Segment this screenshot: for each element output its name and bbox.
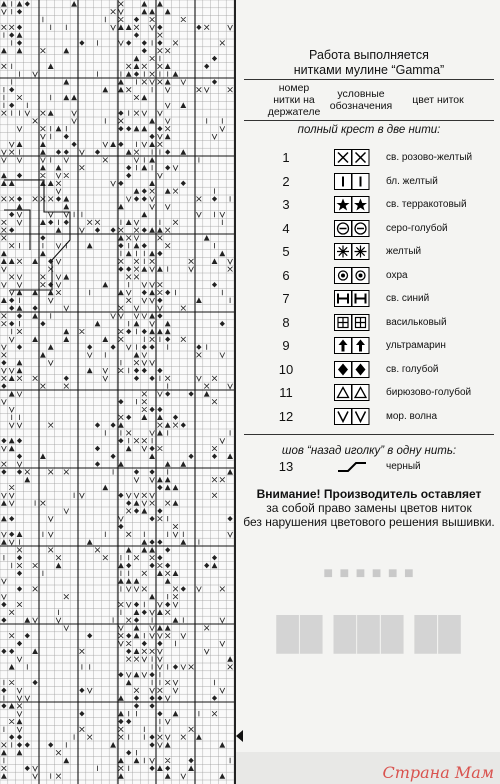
legend-row-2: [238, 172, 500, 192]
thread-number: 7: [282, 291, 290, 306]
legend-row-7: [238, 289, 500, 309]
thread-number: 12: [278, 408, 294, 424]
notice-line1: Внимание! Производитель оставляет: [256, 487, 482, 501]
legend-row-6: [238, 266, 500, 286]
snowflake-icon: [334, 243, 370, 260]
notice-line2: за собой право замены цветов ниток: [266, 501, 472, 515]
notice-line3: без нарушения цветового решения вышивки.: [243, 515, 495, 529]
up-arrow-icon: [334, 337, 370, 354]
legend-row-4: [238, 219, 500, 239]
h-bar-icon: [334, 290, 370, 307]
thread-number: 2: [282, 173, 290, 189]
dot-in-square-icon: [334, 267, 370, 284]
diamond-icon: [334, 361, 370, 378]
circled-minus-icon: [334, 220, 370, 237]
v-check-icon: [334, 408, 370, 425]
thread-color-name: св. розово-желтый: [386, 152, 473, 163]
thread-color-name: бирюзово-голубой: [386, 387, 472, 398]
legend-row-3: [238, 195, 500, 215]
column-header-symbol-line1: условные: [337, 88, 385, 100]
thread-number: 1: [282, 150, 290, 165]
column-header-number-line1: номер: [278, 82, 310, 94]
divider-line: [244, 434, 494, 435]
column-header-number-line2: нитки на: [273, 94, 315, 106]
thread-number: 8: [282, 314, 290, 330]
watermark: Страна Мам: [382, 763, 494, 782]
legend-row-1: [238, 148, 500, 168]
thread-number: 6: [282, 267, 290, 283]
thread-color-name: св. синий: [386, 293, 430, 304]
thread-color-name: черный: [386, 461, 421, 472]
thread-color-name: серо-голубой: [386, 222, 448, 234]
legend-row-11: [238, 383, 500, 403]
column-header-symbol-line2: обозначения: [329, 100, 393, 112]
cross-in-square-icon: [334, 149, 370, 166]
bleed-through-text: ██ ███ ██: [276, 615, 462, 651]
star-icon: [334, 196, 370, 213]
column-header-symbol: [326, 88, 396, 112]
backstitch-line-icon: [334, 458, 370, 475]
legend-row-5: [238, 242, 500, 262]
legend-row-8: [238, 313, 500, 333]
thread-number: 11: [279, 385, 293, 400]
full-cross-label: полный крест в две нити:: [297, 124, 441, 136]
divider-line: [244, 120, 494, 121]
stitch-grid: [0, 0, 234, 784]
legend-title-line1: Работа выполняется: [309, 48, 429, 62]
backstitch-label: шов “назад иголку” в одну нить:: [281, 445, 457, 457]
bleed-through-text: ■ ■ ■ ■ ■ ■: [323, 565, 415, 582]
column-header-number-line3: держателе: [267, 106, 321, 118]
thread-color-name: желтый: [386, 246, 422, 257]
thread-legend: [238, 0, 500, 784]
thread-number: 10: [278, 361, 294, 377]
thread-color-name: мор. волна: [386, 410, 438, 422]
thread-number: 4: [282, 220, 290, 236]
thread-number: 3: [282, 197, 290, 212]
thread-color-name: св. голубой: [386, 363, 439, 375]
legend-row-12: [238, 407, 500, 427]
thread-color-name: васильковый: [386, 316, 447, 328]
grid-square-icon: [334, 314, 370, 331]
divider-line: [244, 79, 494, 80]
vertical-bar-icon: [334, 173, 370, 190]
triangle-icon: [334, 384, 370, 401]
column-header-color: цвет ниток: [412, 94, 464, 106]
thread-color-name: бл. желтый: [386, 175, 438, 187]
thread-number: 13: [278, 459, 294, 474]
legend-title-line2: нитками мулине “Gamma”: [293, 63, 445, 77]
thread-color-name: ультрамарин: [386, 340, 446, 351]
thread-number: 9: [282, 338, 290, 353]
page-divider: [234, 0, 236, 784]
thread-color-name: охра: [386, 269, 408, 281]
legend-row-backstitch: [238, 457, 500, 477]
cross-stitch-chart: [0, 0, 234, 784]
legend-row-9: [238, 336, 500, 356]
legend-row-10: [238, 360, 500, 380]
thread-color-name: св. терракотовый: [386, 199, 467, 210]
column-header-number: [266, 82, 322, 118]
thread-number: 5: [282, 244, 290, 259]
